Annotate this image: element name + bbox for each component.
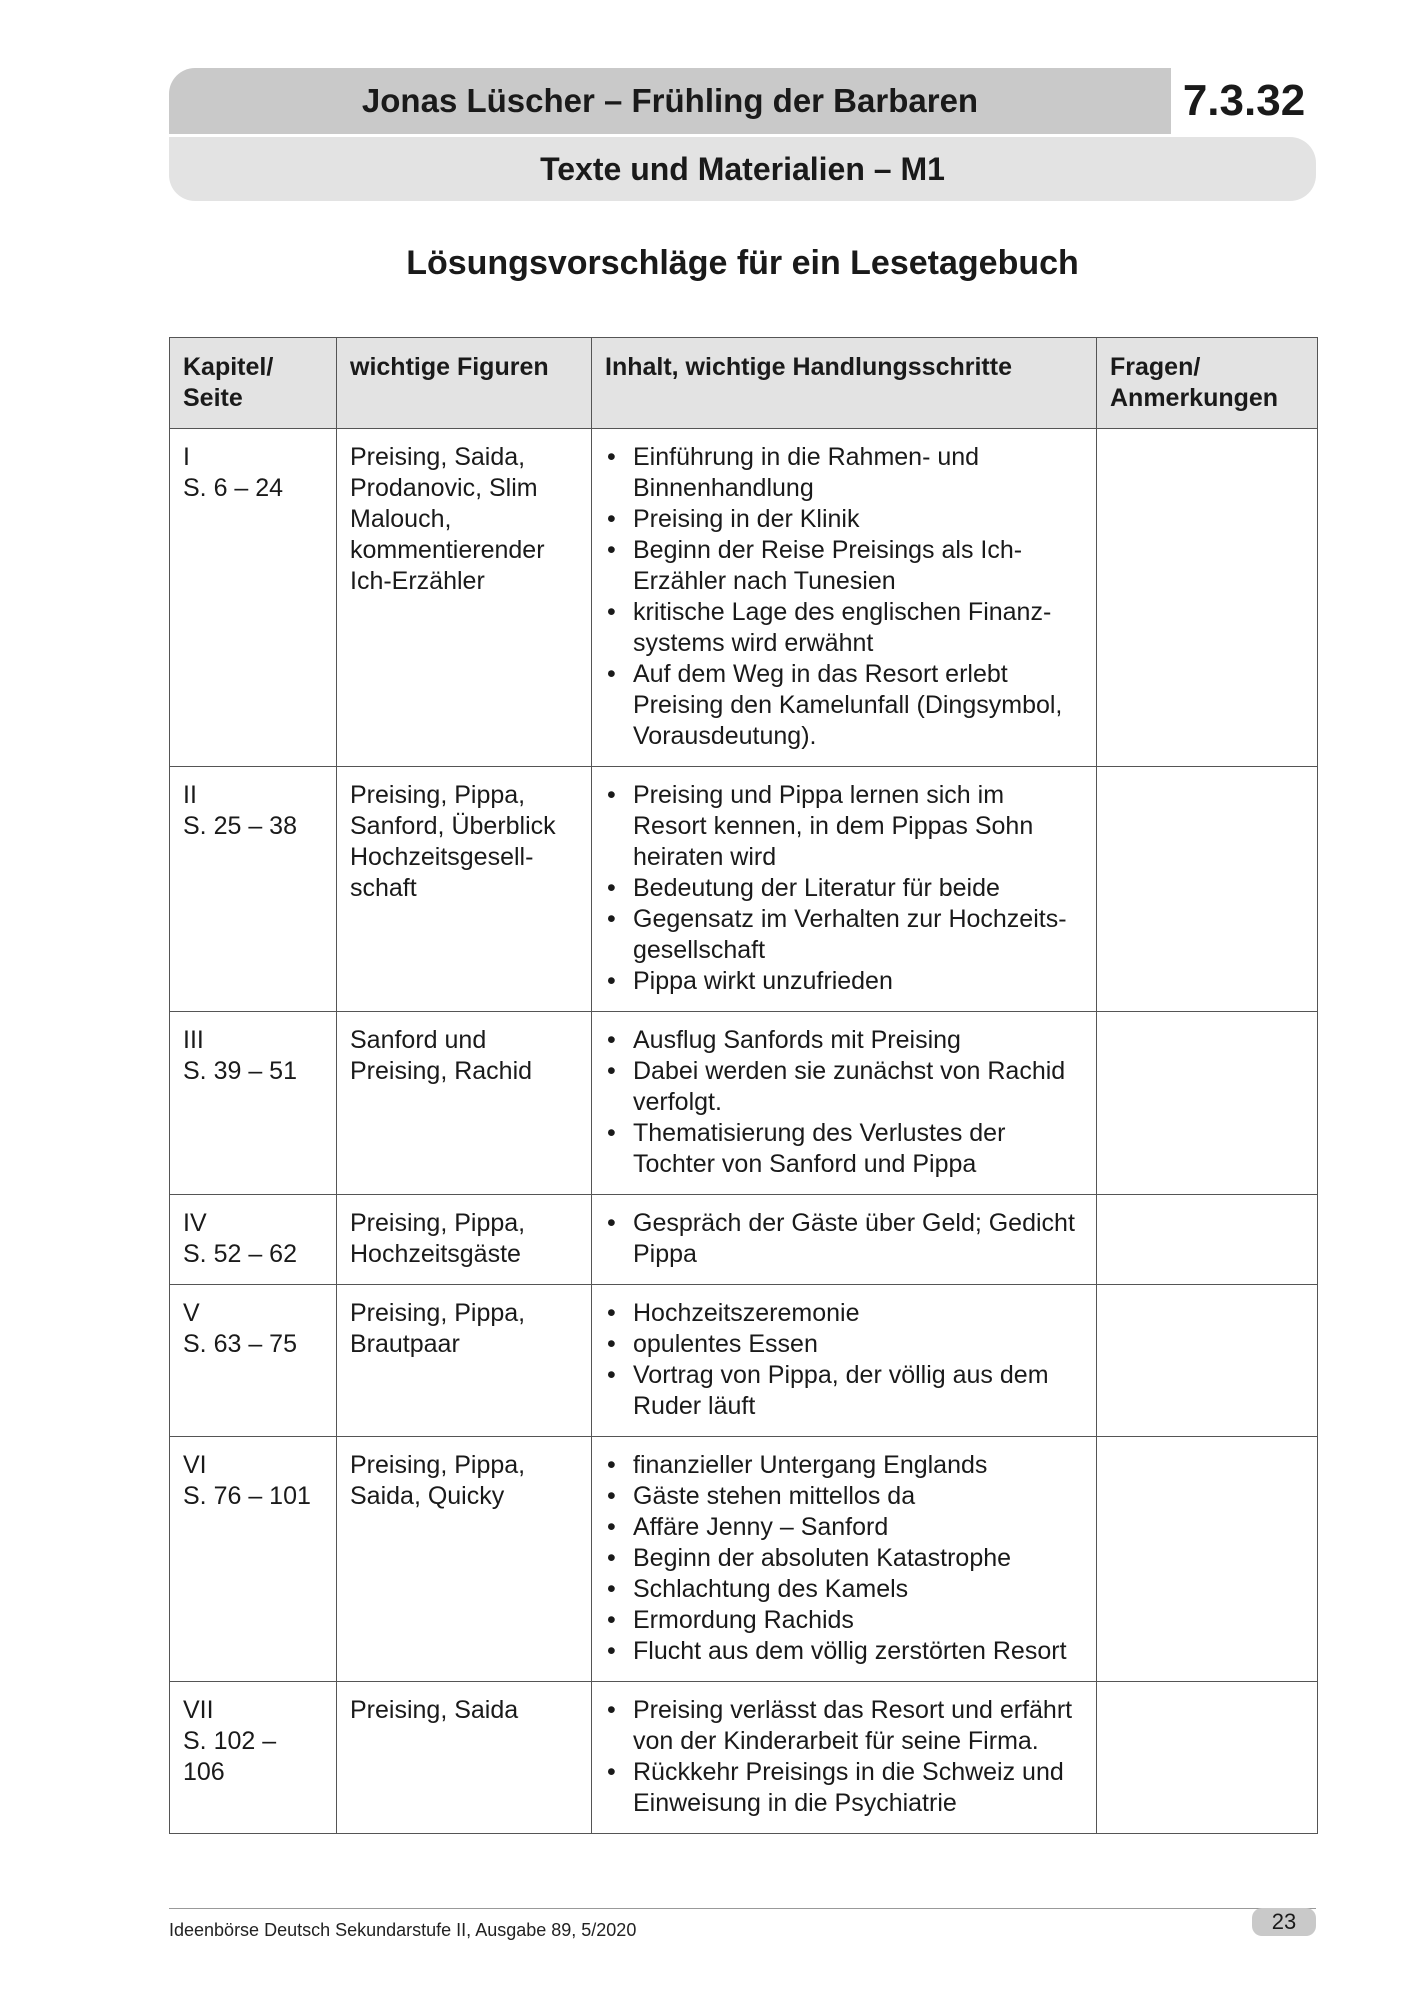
notes-cell xyxy=(1097,767,1318,1012)
chapter-cell xyxy=(170,1012,337,1195)
chapter-pages: S. 52 – 62 xyxy=(183,1240,297,1268)
content-cell xyxy=(592,1437,1097,1682)
chapter-number: IV xyxy=(183,1209,207,1237)
table-row xyxy=(170,1195,1318,1285)
list-item: • Auf dem Weg in das Resort erlebt Preising den Kamelunfall (Dingsymbol, Vorausdeutung). xyxy=(605,659,1084,752)
chapter-pages: S. 39 – 51 xyxy=(183,1057,297,1085)
list-item: • Dabei werden sie zunächst von Rachid verfolgt. xyxy=(605,1056,1084,1118)
chapter-cell xyxy=(170,429,337,767)
column-header-inhalt: Inhalt, wichtige Handlungsschritte xyxy=(592,338,1097,429)
list-item: • Preising verlässt das Resort und erfährt von der Kinderarbeit für seine Firma. xyxy=(605,1695,1084,1757)
table-row xyxy=(170,767,1318,1012)
list-item: • Vortrag von Pippa, der völlig aus dem Ruder läuft xyxy=(605,1360,1084,1422)
list-item: • Beginn der absoluten Katastrophe xyxy=(605,1543,1084,1574)
section-number: 7.3.32 xyxy=(1182,76,1306,125)
column-header-fragen: Fragen/ Anmerkungen xyxy=(1097,338,1318,429)
header-title: Jonas Lüscher – Frühling der Barbaren xyxy=(169,68,1171,134)
chapter-pages: S. 63 – 75 xyxy=(183,1330,297,1358)
header-subtitle: Texte und Materialien – M1 xyxy=(169,137,1316,201)
list-item: • Gegensatz im Verhalten zur Hochzeits-gesellschaft xyxy=(605,904,1084,966)
list-item: • Einführung in die Rahmen- und Binnenhandlung xyxy=(605,442,1084,504)
content-list xyxy=(605,1208,1084,1270)
notes-cell xyxy=(1097,1437,1318,1682)
chapter-cell xyxy=(170,1285,337,1437)
list-item: • Gäste stehen mittellos da xyxy=(605,1481,1084,1512)
list-item: • Bedeutung der Literatur für beide xyxy=(605,873,1084,904)
chapter-number: VI xyxy=(183,1451,207,1479)
chapter-number: I xyxy=(183,443,190,471)
content-list xyxy=(605,1450,1084,1667)
list-item: • Hochzeitszeremonie xyxy=(605,1298,1084,1329)
chapter-cell xyxy=(170,767,337,1012)
content-cell xyxy=(592,1012,1097,1195)
chapter-pages: S. 6 – 24 xyxy=(183,474,284,502)
table-row xyxy=(170,429,1318,767)
list-item: • Beginn der Reise Preisings als Ich-Erzähler nach Tunesien xyxy=(605,535,1084,597)
list-item: • Affäre Jenny – Sanford xyxy=(605,1512,1084,1543)
figures-cell: Preising, Pippa, Brautpaar xyxy=(337,1285,592,1437)
notes-cell xyxy=(1097,1012,1318,1195)
figures-cell: Preising, Pippa, Hochzeitsgäste xyxy=(337,1195,592,1285)
list-item: • Ausflug Sanfords mit Preising xyxy=(605,1025,1084,1056)
figures-cell: Sanford und Preising, Rachid xyxy=(337,1012,592,1195)
figures-cell: Preising, Saida, Prodanovic, Slim Malouch, kommentierender Ich-Erzähler xyxy=(337,429,592,767)
chapter-number: III xyxy=(183,1026,204,1054)
table-row xyxy=(170,1012,1318,1195)
table-row xyxy=(170,1682,1318,1834)
chapter-cell xyxy=(170,1437,337,1682)
notes-cell xyxy=(1097,1195,1318,1285)
page-number: 23 xyxy=(1252,1908,1316,1936)
notes-cell xyxy=(1097,1682,1318,1834)
column-header-figuren: wichtige Figuren xyxy=(337,338,592,429)
chapter-cell xyxy=(170,1682,337,1834)
content-list xyxy=(605,1695,1084,1819)
page-title: Lösungsvorschläge für ein Lesetagebuch xyxy=(406,244,1079,282)
list-item: • Ermordung Rachids xyxy=(605,1605,1084,1636)
chapter-number: V xyxy=(183,1299,200,1327)
list-item: • Schlachtung des Kamels xyxy=(605,1574,1084,1605)
figures-cell: Preising, Pippa, Saida, Quicky xyxy=(337,1437,592,1682)
chapter-number: VII xyxy=(183,1696,214,1724)
content-cell xyxy=(592,1285,1097,1437)
list-item: • Preising in der Klinik xyxy=(605,504,1084,535)
content-list xyxy=(605,1025,1084,1180)
column-header-kapitel: Kapitel/ Seite xyxy=(170,338,337,429)
content-list xyxy=(605,1298,1084,1422)
table-header-row xyxy=(170,338,1318,429)
content-cell xyxy=(592,1195,1097,1285)
chapter-cell xyxy=(170,1195,337,1285)
footer-publication: Ideenbörse Deutsch Sekundarstufe II, Ausgabe 89, 5/2020 xyxy=(169,1920,637,1940)
chapter-number: II xyxy=(183,781,197,809)
chapter-pages: S. 25 – 38 xyxy=(183,812,297,840)
content-cell xyxy=(592,767,1097,1012)
list-item: • Pippa wirkt unzufrieden xyxy=(605,966,1084,997)
list-item: • Preising und Pippa lernen sich im Resort kennen, in dem Pippas Sohn heiraten wird xyxy=(605,780,1084,873)
notes-cell xyxy=(1097,429,1318,767)
reading-journal-table xyxy=(169,337,1318,1834)
notes-cell xyxy=(1097,1285,1318,1437)
table-row xyxy=(170,1285,1318,1437)
chapter-pages: S. 102 – 106 xyxy=(183,1727,277,1786)
chapter-pages: S. 76 – 101 xyxy=(183,1482,311,1510)
list-item: • opulentes Essen xyxy=(605,1329,1084,1360)
list-item: • Flucht aus dem völlig zerstörten Resort xyxy=(605,1636,1084,1667)
content-list xyxy=(605,442,1084,752)
table-row xyxy=(170,1437,1318,1682)
list-item: • Gespräch der Gäste über Geld; Gedicht Pippa xyxy=(605,1208,1084,1270)
figures-cell: Preising, Saida xyxy=(337,1682,592,1834)
list-item: • Thematisierung des Verlustes der Tochter von Sanford und Pippa xyxy=(605,1118,1084,1180)
footer-divider xyxy=(169,1908,1316,1909)
content-list xyxy=(605,780,1084,997)
content-cell xyxy=(592,429,1097,767)
content-cell xyxy=(592,1682,1097,1834)
list-item: • finanzieller Untergang Englands xyxy=(605,1450,1084,1481)
list-item: • Rückkehr Preisings in die Schweiz und Einweisung in die Psychiatrie xyxy=(605,1757,1084,1819)
list-item: • kritische Lage des englischen Finanz-systems wird erwähnt xyxy=(605,597,1084,659)
figures-cell: Preising, Pippa, Sanford, Überblick Hochzeitsgesell-schaft xyxy=(337,767,592,1012)
